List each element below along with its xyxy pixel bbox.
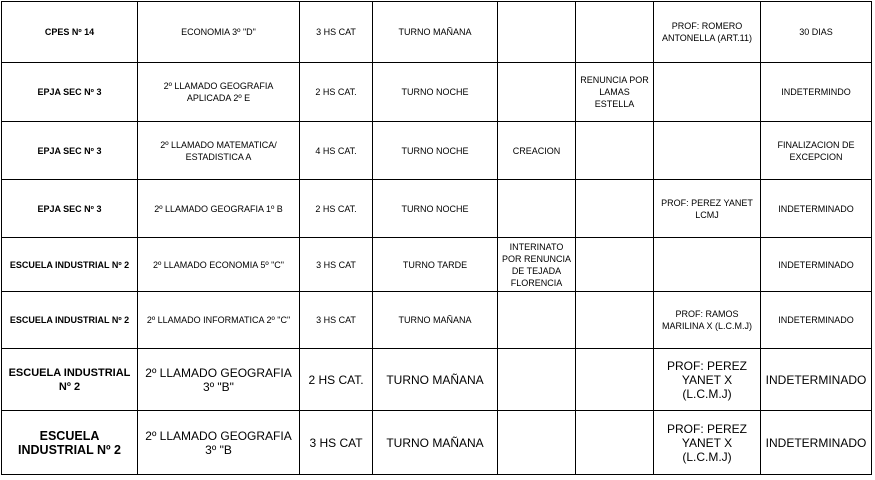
duration-cell: INDETERMINADO: [761, 292, 872, 349]
motive-cell: [576, 180, 654, 238]
assignments-table: [1, 1, 872, 475]
hours-cell: 2 HS CAT.: [300, 63, 373, 122]
shift-cell: TURNO MAÑANA: [373, 411, 498, 475]
table-row: [2, 238, 872, 292]
hours-cell: 3 HS CAT: [300, 411, 373, 475]
school-cell: ESCUELA INDUSTRIAL Nº 2: [2, 349, 138, 411]
school-cell: ESCUELA INDUSTRIAL Nº 2: [2, 238, 138, 292]
teacher-cell: [654, 122, 761, 180]
subject-cell: 2º LLAMADO GEOGRAFIA 3º "B: [138, 411, 300, 475]
shift-cell: TURNO MAÑANA: [373, 2, 498, 63]
subject-cell: ECONOMIA 3º "D": [138, 2, 300, 63]
duration-cell: 30 DIAS: [761, 2, 872, 63]
table-row: [2, 63, 872, 122]
table-row: [2, 180, 872, 238]
school-cell: EPJA SEC Nº 3: [2, 63, 138, 122]
hours-cell: 3 HS CAT: [300, 292, 373, 349]
motive-cell: [576, 238, 654, 292]
school-cell: ESCUELA INDUSTRIAL Nº 2: [2, 411, 138, 475]
school-cell: ESCUELA INDUSTRIAL Nº 2: [2, 292, 138, 349]
shift-cell: TURNO MAÑANA: [373, 349, 498, 411]
reason-cell: [498, 292, 576, 349]
table-row: [2, 122, 872, 180]
motive-cell: [576, 2, 654, 63]
subject-cell: 2º LLAMADO GEOGRAFIA 1º B: [138, 180, 300, 238]
motive-cell: [576, 349, 654, 411]
reason-cell: [498, 411, 576, 475]
school-cell: EPJA SEC Nº 3: [2, 122, 138, 180]
duration-cell: INDETERMINADO: [761, 238, 872, 292]
teacher-cell: PROF: PEREZ YANET X (L.C.M.J): [654, 349, 761, 411]
motive-cell: [576, 122, 654, 180]
teacher-cell: PROF: ROMERO ANTONELLA (ART.11): [654, 2, 761, 63]
subject-cell: 2º LLAMADO INFORMATICA 2º "C": [138, 292, 300, 349]
table-row: [2, 411, 872, 475]
hours-cell: 2 HS CAT.: [300, 180, 373, 238]
subject-cell: 2º LLAMADO ECONOMIA 5º "C": [138, 238, 300, 292]
hours-cell: 3 HS CAT: [300, 238, 373, 292]
subject-cell: 2º LLAMADO GEOGRAFIA APLICADA 2º E: [138, 63, 300, 122]
subject-cell: 2º LLAMADO GEOGRAFIA 3º "B": [138, 349, 300, 411]
duration-cell: FINALIZACION DE EXCEPCION: [761, 122, 872, 180]
teacher-cell: PROF: PEREZ YANET LCMJ: [654, 180, 761, 238]
teacher-cell: PROF: RAMOS MARILINA X (L.C.M.J): [654, 292, 761, 349]
motive-cell: [576, 411, 654, 475]
hours-cell: 2 HS CAT.: [300, 349, 373, 411]
reason-cell: CREACION: [498, 122, 576, 180]
teacher-cell: [654, 238, 761, 292]
reason-cell: [498, 180, 576, 238]
motive-cell: RENUNCIA POR LAMAS ESTELLA: [576, 63, 654, 122]
hours-cell: 4 HS CAT.: [300, 122, 373, 180]
hours-cell: 3 HS CAT: [300, 2, 373, 63]
subject-cell: 2º LLAMADO MATEMATICA/ ESTADISTICA A: [138, 122, 300, 180]
teacher-cell: [654, 63, 761, 122]
shift-cell: TURNO TARDE: [373, 238, 498, 292]
reason-cell: INTERINATO POR RENUNCIA DE TEJADA FLORENCIA: [498, 238, 576, 292]
duration-cell: INDETERMINDO: [761, 63, 872, 122]
motive-cell: [576, 292, 654, 349]
shift-cell: TURNO NOCHE: [373, 122, 498, 180]
reason-cell: [498, 2, 576, 63]
table-row: [2, 2, 872, 63]
duration-cell: INDETERMINADO: [761, 349, 872, 411]
shift-cell: TURNO NOCHE: [373, 180, 498, 238]
shift-cell: TURNO MAÑANA: [373, 292, 498, 349]
table-row: [2, 292, 872, 349]
teacher-cell: PROF: PEREZ YANET X (L.C.M.J): [654, 411, 761, 475]
school-cell: EPJA SEC Nº 3: [2, 180, 138, 238]
table-row: [2, 349, 872, 411]
reason-cell: [498, 349, 576, 411]
duration-cell: INDETERMINADO: [761, 411, 872, 475]
school-cell: CPES Nº 14: [2, 2, 138, 63]
duration-cell: INDETERMINADO: [761, 180, 872, 238]
shift-cell: TURNO NOCHE: [373, 63, 498, 122]
reason-cell: [498, 63, 576, 122]
